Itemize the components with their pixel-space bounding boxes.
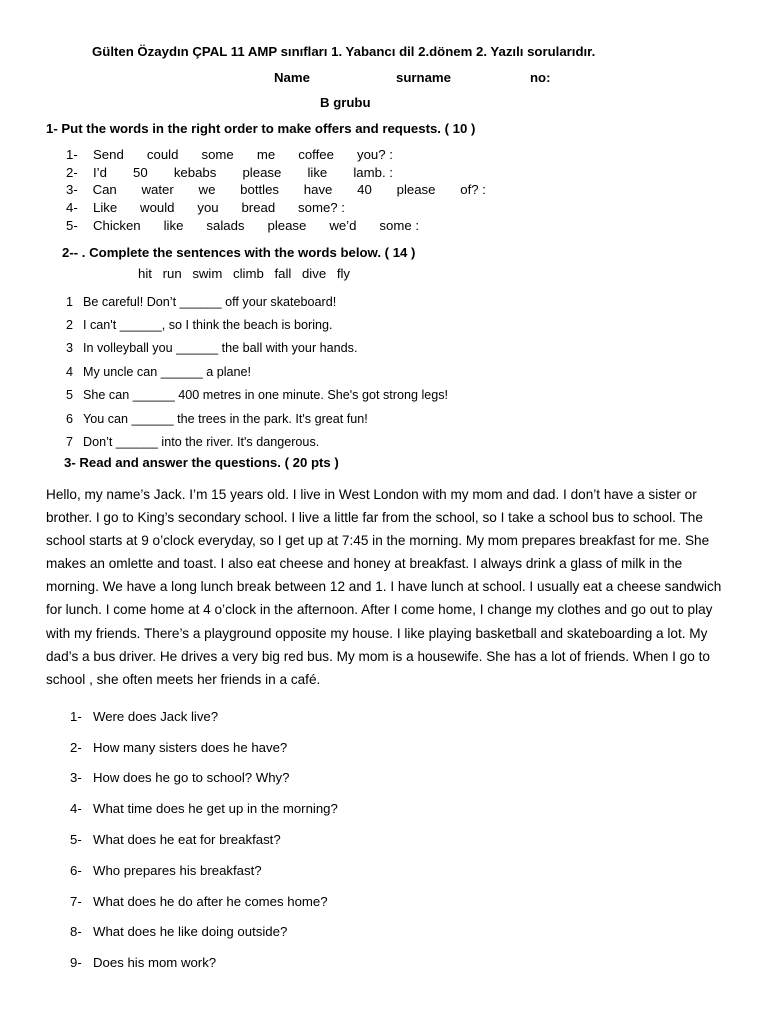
scrambled-words [93, 200, 345, 215]
question-number: 1- [70, 708, 82, 724]
scrambled-word: please [396, 182, 436, 198]
scrambled-word: some? : [298, 200, 345, 216]
question-number: 6- [70, 862, 82, 878]
scrambled-word: Chicken [93, 217, 141, 233]
scrambled-word: 50 [133, 164, 148, 180]
reading-passage: Hello, my name’s Jack. I’m 15 years old. I live in West London with my mom and dad. I don’t have a sister or brother. I go to King’s secondary school. I live a little far from the school, so I take a school bus to school. The school starts at 9 o’clock everyday, so I get up at 7:45 in the morning. My mom prepares breakfast for me. She makes an omlette and toast. I also eat cheese and honey at breakfast. I always drink a glass of milk in the morning. We have a long lunch break between 12 and 1. I have lunch at school. I usually eat a cheese sandwich for lunch. I come home at 4 o’clock in the afternoon. After I come home, I change my clothes and go out to play with my friends. There’s a playground opposite my house. I like playing basketball and skateboarding a lot. My dad’s a bus driver. He drives a very big red bus. My mom is a housewife. She has a lot of friends. When I go to school , she often meets her friends in a café. [46, 487, 722, 687]
group-label: B grubu [320, 95, 371, 110]
question-number: 9- [70, 955, 82, 971]
item-number: 1- [66, 147, 78, 163]
fill-blank-item [66, 313, 448, 336]
scrambled-word: Send [93, 147, 124, 163]
scrambled-word: some [201, 147, 234, 163]
scrambled-word: water [141, 182, 174, 198]
scrambled-word: we [198, 182, 216, 198]
exam-title: Gülten Özaydın ÇPAL 11 AMP sınıfları 1. Yabancı dil 2.dönem 2. Yazılı sorularıdır. [92, 44, 596, 59]
question-text: How does he go to school? Why? [93, 770, 290, 786]
scrambled-word: we’d [329, 217, 357, 233]
section-1-list [66, 146, 486, 234]
number-label: no: [530, 70, 551, 85]
fill-blank-item [66, 384, 448, 407]
scrambled-word: of? : [460, 182, 486, 198]
item-number: 2 [66, 318, 74, 333]
scrambled-word: bread [241, 200, 276, 216]
item-number: 4 [66, 364, 74, 379]
item-number: 7 [66, 435, 74, 450]
scrambled-word: like [307, 164, 328, 180]
question-number: 2- [70, 739, 82, 755]
item-number: 5 [66, 388, 74, 403]
scrambled-word: you [197, 200, 219, 216]
scrambled-words [93, 218, 419, 233]
scrambled-word: please [242, 164, 282, 180]
scrambled-word: lamb. : [353, 164, 393, 180]
question-item [70, 793, 338, 824]
word-bank: hit run swim climb fall dive fly [138, 266, 351, 281]
scrambled-word: kebabs [173, 164, 217, 180]
scrambled-words [93, 182, 486, 197]
sentence-text: My uncle can ______ a plane! [83, 364, 252, 379]
question-item [70, 732, 338, 763]
question-number: 7- [70, 893, 82, 909]
question-item [70, 855, 338, 886]
scrambled-words [93, 165, 393, 180]
question-item [70, 947, 338, 978]
scrambled-word: would [140, 200, 175, 216]
section-3-title-suffix: . ( 20 pts ) [277, 455, 339, 470]
fill-blank-item [66, 290, 448, 313]
scrambled-word: me [256, 147, 276, 163]
question-number: 4- [70, 801, 82, 817]
item-number: 5- [66, 217, 78, 233]
item-number: 1 [66, 294, 74, 309]
question-number: 3- [70, 770, 82, 786]
exercise-item [66, 216, 486, 234]
sentence-text: In volleyball you ______ the ball with your hands. [83, 341, 358, 356]
scrambled-word: could [146, 147, 179, 163]
question-text: What does he like doing outside? [93, 924, 288, 940]
fill-blank-item [66, 430, 448, 453]
section-2-title: 2-- . Complete the sentences with the words below. ( 14 ) [62, 245, 416, 260]
item-number: 3- [66, 182, 78, 198]
question-item [70, 917, 338, 948]
exercise-item [66, 199, 486, 217]
question-text: Who prepares his breakfast? [93, 862, 262, 878]
scrambled-word: you? : [357, 147, 393, 163]
scrambled-word: Like [93, 200, 118, 216]
exercise-item [66, 164, 486, 182]
sentence-text: You can ______ the trees in the park. It's great fun! [83, 411, 368, 426]
exercise-item [66, 146, 486, 164]
item-number: 6 [66, 411, 74, 426]
question-text: What does he eat for breakfast? [93, 832, 281, 848]
question-number: 8- [70, 924, 82, 940]
sentence-text: Be careful! Don’t ______ off your skateboard! [83, 294, 337, 309]
section-3-title [64, 455, 339, 470]
scrambled-word: I’d [93, 164, 107, 180]
question-item [70, 886, 338, 917]
section-2-list [66, 290, 448, 454]
question-text: What time does he get up in the morning? [93, 801, 338, 817]
scrambled-word: salads [206, 217, 245, 233]
scrambled-word: 40 [357, 182, 372, 198]
section-3-title-main: 3- Read and answer the questions [64, 455, 278, 470]
question-item [70, 763, 338, 794]
fill-blank-item [66, 360, 448, 383]
question-text: How many sisters does he have? [93, 739, 288, 755]
fill-blank-item [66, 407, 448, 430]
question-text: What does he do after he comes home? [93, 893, 328, 909]
scrambled-word: please [267, 217, 307, 233]
scrambled-words [93, 147, 393, 162]
scrambled-word: some : [379, 217, 419, 233]
scrambled-word: coffee [298, 147, 334, 163]
sentence-text: Don’t ______ into the river. It's dangerous. [83, 435, 320, 450]
sentence-text: She can ______ 400 metres in one minute. She's got strong legs! [83, 388, 449, 403]
surname-label: surname [396, 70, 451, 85]
sentence-text: I can't ______, so I think the beach is boring. [83, 318, 333, 333]
question-item [70, 701, 338, 732]
item-number: 4- [66, 200, 78, 216]
question-list [70, 701, 338, 978]
question-text: Were does Jack live? [93, 708, 219, 724]
scrambled-word: have [303, 182, 333, 198]
name-label: Name [274, 70, 310, 85]
question-text: Does his mom work? [93, 955, 217, 971]
question-item [70, 824, 338, 855]
question-number: 5- [70, 832, 82, 848]
fill-blank-item [66, 337, 448, 360]
section-1-title: 1- Put the words in the right order to make offers and requests. ( 10 ) [46, 121, 476, 136]
exercise-item [66, 181, 486, 199]
scrambled-word: Can [92, 182, 117, 198]
scrambled-word: like [163, 217, 184, 233]
item-number: 3 [66, 341, 74, 356]
scrambled-word: bottles [240, 182, 280, 198]
item-number: 2- [66, 164, 78, 180]
